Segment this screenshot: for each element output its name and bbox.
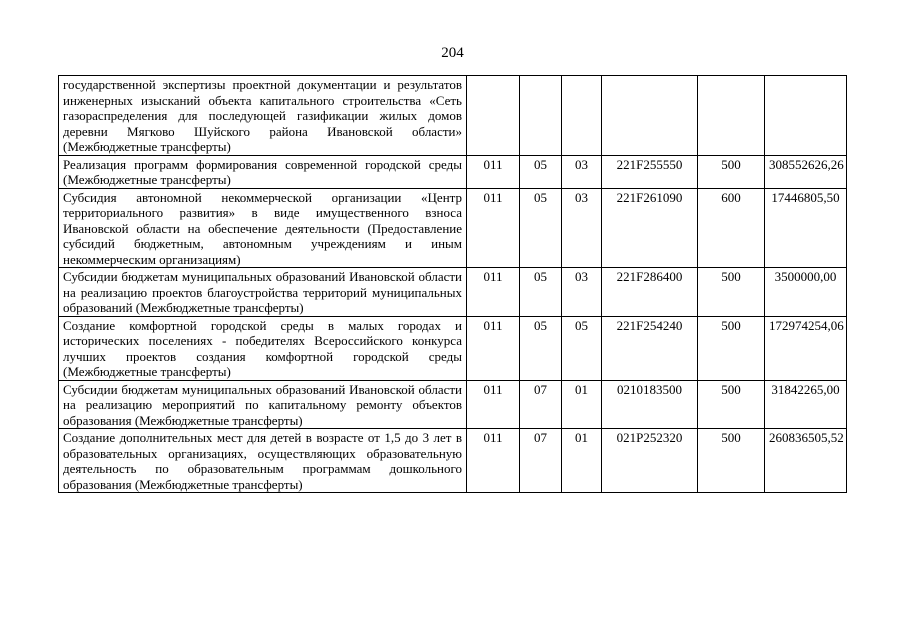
- table-row: [59, 380, 847, 429]
- expense-type-code: 500: [698, 268, 765, 317]
- amount: 31842265,00: [765, 380, 847, 429]
- target-article-code: 021P252320: [602, 429, 698, 493]
- row-description: Субсидия автономной некоммерческой организации «Центр территориального развития» в виде имущественного взноса Ивановской области на обеспечение деятельности (Предоставление субсидий бюджетным, автономным учреждениям и иным некоммерческим организациям): [59, 188, 467, 268]
- ministry-code: 011: [467, 429, 520, 493]
- subsection-code: 01: [562, 380, 602, 429]
- expense-type-code: 500: [698, 429, 765, 493]
- amount: 3500000,00: [765, 268, 847, 317]
- target-article-code: 0210183500: [602, 380, 698, 429]
- subsection-code: 05: [562, 316, 602, 380]
- amount: [765, 76, 847, 156]
- table-row: [59, 429, 847, 493]
- section-code: 07: [520, 380, 562, 429]
- expense-type-code: 500: [698, 155, 765, 188]
- ministry-code: 011: [467, 380, 520, 429]
- target-article-code: 221F286400: [602, 268, 698, 317]
- subsection-code: 03: [562, 268, 602, 317]
- expense-type-code: [698, 76, 765, 156]
- budget-table: [58, 75, 847, 493]
- ministry-code: 011: [467, 268, 520, 317]
- section-code: 05: [520, 268, 562, 317]
- row-description: Создание комфортной городской среды в малых городах и исторических поселениях - победителях Всероссийского конкурса лучших проектов создания комфортной городской среды (Межбюджетные трансферты): [59, 316, 467, 380]
- table-row: [59, 316, 847, 380]
- expense-type-code: 500: [698, 316, 765, 380]
- ministry-code: [467, 76, 520, 156]
- amount: 308552626,26: [765, 155, 847, 188]
- ministry-code: 011: [467, 316, 520, 380]
- target-article-code: 221F255550: [602, 155, 698, 188]
- target-article-code: 221F254240: [602, 316, 698, 380]
- table-row: [59, 268, 847, 317]
- subsection-code: 01: [562, 429, 602, 493]
- page-number: 204: [441, 45, 464, 61]
- subsection-code: [562, 76, 602, 156]
- row-description: Субсидии бюджетам муниципальных образований Ивановской области на реализацию проектов благоустройства территорий муниципальных образований (Межбюджетные трансферты): [59, 268, 467, 317]
- table-row: [59, 155, 847, 188]
- row-description: Создание дополнительных мест для детей в возрасте от 1,5 до 3 лет в образовательных организациях, осуществляющих образовательную деятельность по образовательным программам дошкольного образования (Межбюджетные трансферты): [59, 429, 467, 493]
- ministry-code: 011: [467, 188, 520, 268]
- amount: 17446805,50: [765, 188, 847, 268]
- subsection-code: 03: [562, 155, 602, 188]
- section-code: 05: [520, 316, 562, 380]
- row-description: государственной экспертизы проектной документации и результатов инженерных изысканий объекта капитального строительства «Сеть газораспределения для последующей газификации жилых домов деревни Мягково Шуйского района Ивановской области» (Межбюджетные трансферты): [59, 76, 467, 156]
- section-code: 07: [520, 429, 562, 493]
- target-article-code: [602, 76, 698, 156]
- expense-type-code: 600: [698, 188, 765, 268]
- target-article-code: 221F261090: [602, 188, 698, 268]
- amount: 260836505,52: [765, 429, 847, 493]
- table-row: [59, 188, 847, 268]
- ministry-code: 011: [467, 155, 520, 188]
- section-code: 05: [520, 188, 562, 268]
- section-code: [520, 76, 562, 156]
- row-description: Субсидии бюджетам муниципальных образований Ивановской области на реализацию мероприятий по капитальному ремонту объектов образования (Межбюджетные трансферты): [59, 380, 467, 429]
- row-description: Реализация программ формирования современной городской среды (Межбюджетные трансферты): [59, 155, 467, 188]
- expense-type-code: 500: [698, 380, 765, 429]
- table-row: [59, 76, 847, 156]
- amount: 172974254,06: [765, 316, 847, 380]
- subsection-code: 03: [562, 188, 602, 268]
- section-code: 05: [520, 155, 562, 188]
